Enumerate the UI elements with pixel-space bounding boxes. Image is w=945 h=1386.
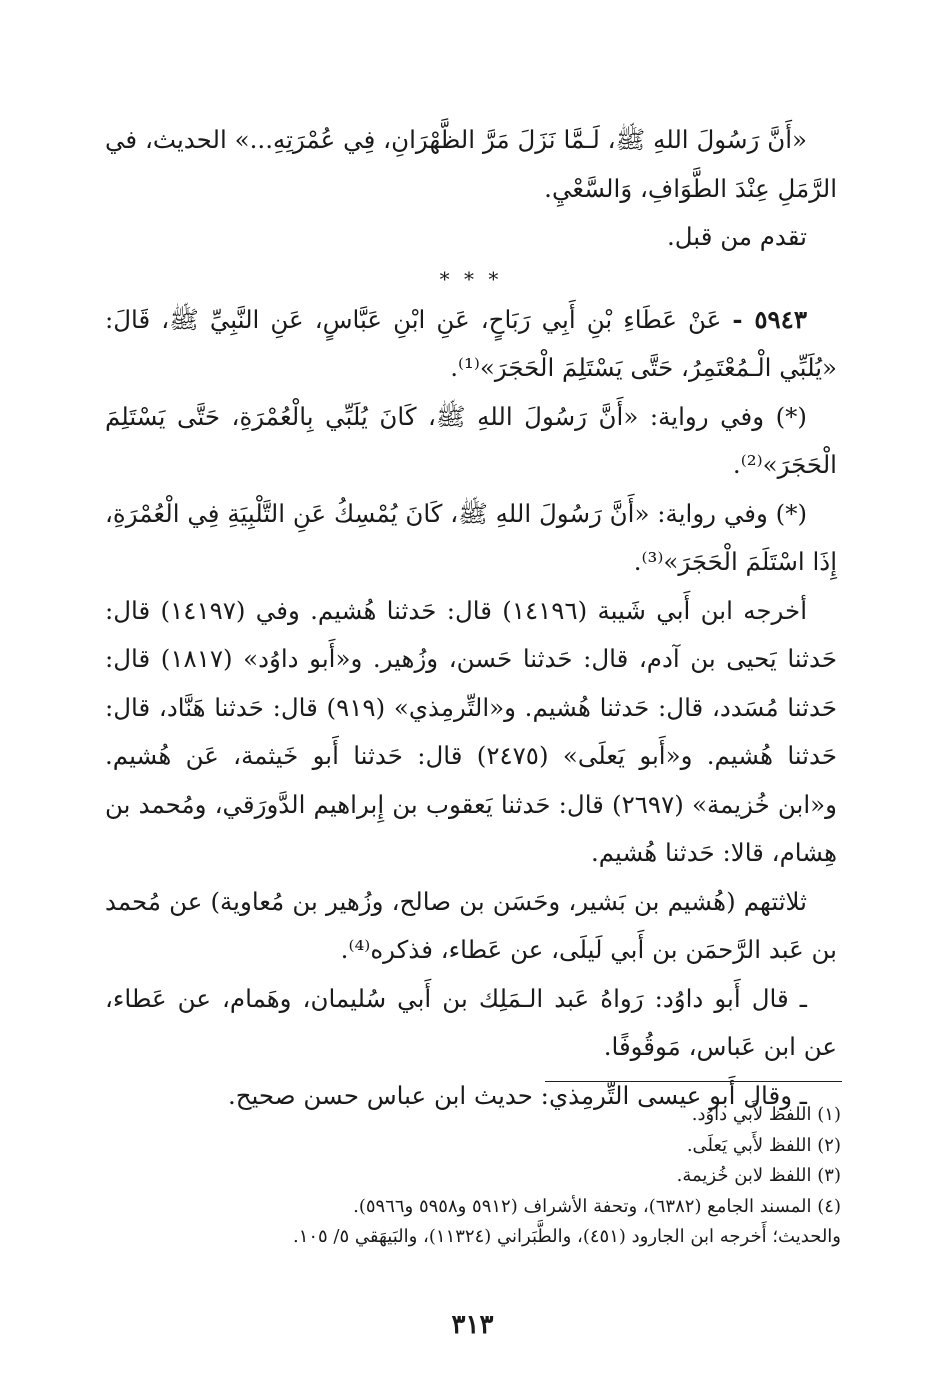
narration-variant-1: (*) وفي رواية: «أَنَّ رَسُولَ اللهِ ﷺ، كَانَ يُلَبِّي بِالْعُمْرَةِ، حَتَّى يَسْتَلِمَ الْحَجَرَ»⁽²⁾. [105,401,837,479]
footnote-divider [545,1081,842,1082]
abu-dawud-note: ـ قال أَبو داوُد: رَواهُ عَبد الـمَلِك بن أَبي سُليمان، وهَمام، عن عَطاء، عن ابن عَباس، مَوقُوفًا. [105,983,837,1061]
hadith-number: ٥٩٤٣ - [732,304,807,334]
footnotes-block [150,1100,841,1253]
previously-mentioned-note: تقدم من قبل. [666,222,807,251]
hadith-paragraph [105,296,837,393]
footnote-4-continuation: والحديث؛ أَخرجه ابن الجارود (٤٥١)، والطَّبَراني (١١٣٢٤)، والبَيهَقي ٥/ ١٠٥. [292,1226,841,1247]
section-separator: * * * [439,266,503,291]
main-text-block [105,116,837,1120]
narration-variant-2: (*) وفي رواية: «أَنَّ رَسُولَ اللهِ ﷺ، كَانَ يُمْسِكُ عَنِ التَّلْبِيَةِ فِي الْعُمْرَةِ، إِذَا اسْتَلَمَ الْحَجَرَ»⁽³⁾. [105,498,837,576]
three-of-them-paragraph: ثلاثتهم (هُشيم بن بَشير، وحَسَن بن صالح، وزُهير بن مُعاوية) عن مُحمد بن عَبد الرَّحمَن بن أَبي لَيلَى، عن عَطاء، فذكره⁽⁴⁾. [105,886,837,964]
hadith-text: عَنْ عَطَاءِ بْنِ أَبِي رَبَاحٍ، عَنِ ابْنِ عَبَّاسٍ، عَنِ النَّبِيِّ ﷺ، قَالَ: «يُلَبِّي الْـمُعْتَمِرُ، حَتَّى يَسْتَلِمَ الْحَجَرَ»⁽¹⁾. [105,304,837,382]
footnote-1: (١) اللفظ لأَبي داوُد. [691,1104,841,1125]
tirmidhi-note: ـ وقال أَبو عيسى التِّرمِذي: حديث ابن عباس حسن صحيح. [227,1080,807,1110]
footnote-4: (٤) المسند الجامع (٦٣٨٢)، وتحفة الأشراف (٥٩١٢ و٥٩٥٨ و٥٩٦٦). [353,1195,841,1217]
takhrij-paragraph: أخرجه ابن أَبي شَيبة (١٤١٩٦) قال: حَدثنا هُشيم. وفي (١٤١٩٧) قال: حَدثنا يَحيى بن آدم، قال: حَدثنا حَسن، وزُهير. و«أَبو داوُد» (١٨١٧) قال: حَدثنا مُسَدد، قال: حَدثنا هُشيم. و«التِّرمِذي» (٩١٩) قال: حَدثنا هَنَّاد، قال: حَدثنا هُشيم. و«أَبو يَعلَى» (٢٤٧٥) قال: حَدثنا أَبو خَيثمة، عَن هُشيم. و«ابن خُزيمة» (٢٦٩٧) قال: حَدثنا يَعقوب بن إِبراهيم الدَّورَقي، ومُحمد بن هِشام، قالا: حَدثنا هُشيم. [105,595,838,867]
intro-paragraph: «أَنَّ رَسُولَ اللهِ ﷺ، لَـمَّا نَزَلَ مَرَّ الظَّهْرَانِ، فِي عُمْرَتِهِ...» الحديث، في الرَّمَلِ عِنْدَ الطَّوَافِ، وَالسَّعْيِ. [105,125,837,203]
footnote-3: (٣) اللفظ لابن خُزيمة. [676,1165,841,1186]
footnote-2: (٢) اللفظ لأَبي يَعلَى. [686,1134,841,1156]
page-number: ٣١٣ [451,1310,494,1340]
